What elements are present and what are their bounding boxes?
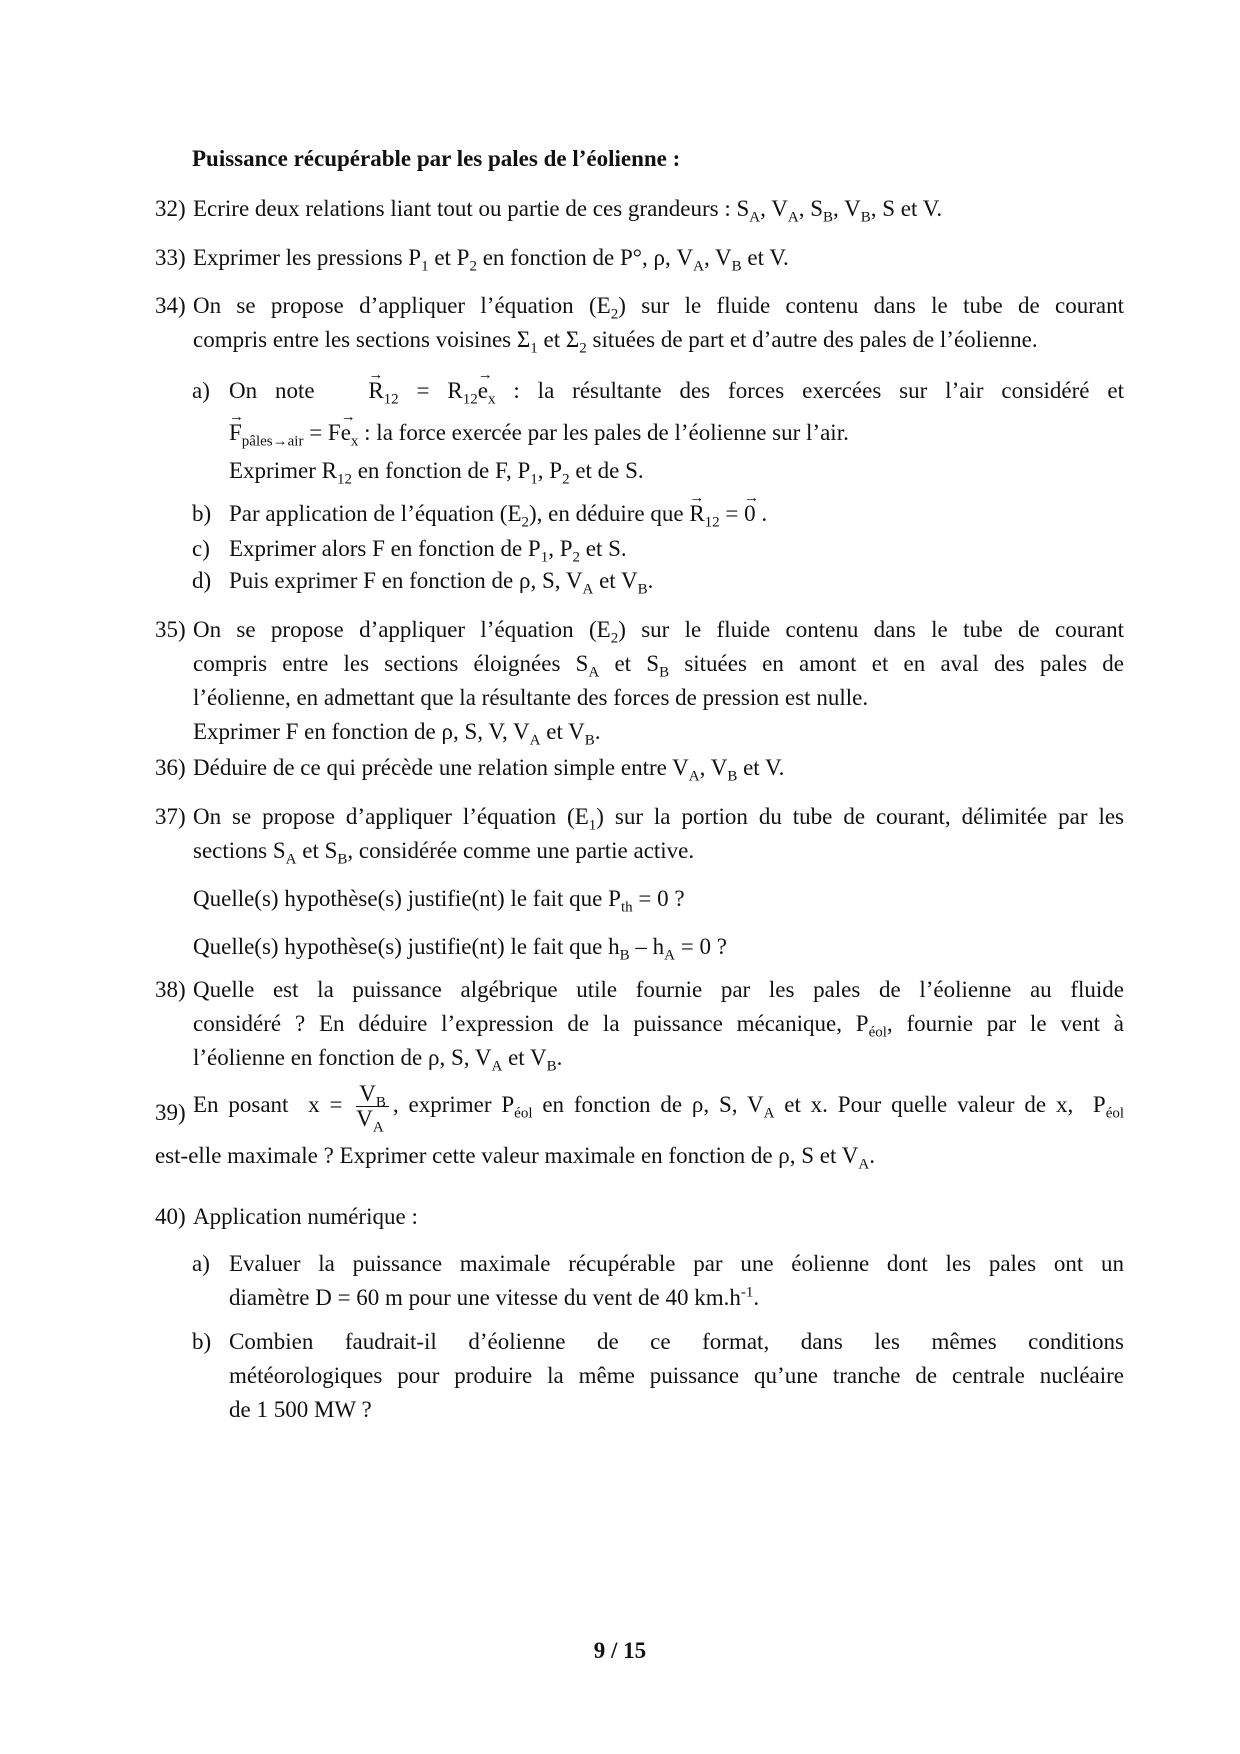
q35-line4b: et V	[546, 719, 585, 744]
question-number: 40)	[155, 1204, 186, 1229]
q40b-line1: Combien faudrait-il d’éolienne de ce format, dans les mêmes conditions	[229, 1329, 1124, 1354]
question-32: 32) Ecrire deux relations liant tout ou partie de ces grandeurs : $S_A$, $V_A$, $S_B$, $V_B$, S et V.	[155, 192, 1124, 226]
page-number: 9 / 15	[593, 1638, 647, 1663]
question-text-tail: et V.	[747, 245, 789, 270]
q37-line3a: Quelle(s) hypothèse(s) justifie(nt) le fait que P	[193, 886, 621, 911]
q37-line2b: et S	[302, 838, 338, 863]
q35-line1a: On se propose d’appliquer l’équation (E	[193, 617, 611, 642]
q39-line1c: en fonction de ρ, S, V	[542, 1091, 764, 1117]
question-text: Exprimer les pressions P	[193, 245, 422, 270]
q40a-line1: Evaluer la puissance maximale récupérable par une éolienne dont les pales ont un	[229, 1251, 1124, 1276]
q38-line3b: et V	[508, 1045, 547, 1070]
q37-line3b: = 0 ?	[638, 886, 685, 911]
q39-line1a: En posant	[193, 1091, 289, 1117]
question-33: 33) Exprimer les pressions $P_1$ et $P_2$ en fonction de P°, ρ, $V_A$, $V_B$ et V.	[155, 241, 1124, 275]
q35-line3: l’éolienne, en admettant que la résultante des forces de pression est nulle.	[193, 685, 869, 710]
q38-line2b: , fournie par le vent à	[886, 1011, 1124, 1036]
q39-line2a: est-elle maximale ? Exprimer cette valeur maximale en fonction de ρ, S et V	[155, 1143, 859, 1168]
q34c-text: Exprimer alors F en fonction de P	[229, 536, 541, 561]
question-number: 38)	[155, 977, 186, 1002]
q40a-line2a: diamètre D = 60 m pour une vitesse du vent de 40 km.h	[229, 1285, 741, 1310]
question-40	[155, 1200, 1124, 1234]
q35-line4a: Exprimer F en fonction de ρ, S, V, V	[193, 719, 530, 744]
q40-part-b	[192, 1325, 1124, 1427]
question-number: 39)	[155, 1100, 186, 1125]
q35-line2c: situées en amont et en aval des pales de	[684, 651, 1125, 676]
question-37: 37) On se propose d’appliquer l’équation $(E_1)$ sur la portion du tube de courant, délimitée par les sections $S_A$ et $S_B$, considérée comme une partie active. Quelle(s) hypothèse(s) justifie(nt) le fait que $P_{th} = 0$ ? Quelle(s) hypothèse(s) justifie(nt) le fait que $h_B - h_A = 0$ ?	[155, 800, 1124, 964]
question-text: Ecrire deux relations liant tout ou partie de ces grandeurs : S	[193, 196, 750, 221]
q37-line4a: Quelle(s) hypothèse(s) justifie(nt) le fait que h	[193, 934, 620, 959]
question-38: 38) Quelle est la puissance algébrique utile fournie par les pales de l’éolienne au fluide considéré ? En déduire l’expression de la puissance mécanique, $P_{éol}$, fournie par le vent à l’éolienne en fonction de ρ, S, $V_A$ et $V_B$.	[155, 973, 1124, 1075]
q34d-text2: et V	[599, 568, 638, 593]
q34a-text: On note	[229, 378, 315, 403]
q34-part-a: a) On note → $R_{12} = R_{12}\to e_x$ : la résultante des forces exercées sur l’air considéré et → $F_{pâles\to air} = F\to e_x$ : la force exercée par les pales de l’éolienne sur l’air. Exprimer $R_{12}$ en fonction de F, $P_1$, $P_2$ et de S.	[192, 374, 1124, 488]
q34b-text2: ), en déduire que	[529, 501, 684, 526]
q37-line1a: On se propose d’appliquer l’équation (E	[193, 804, 589, 829]
q38-line1: Quelle est la puissance algébrique utile fournie par les pales de l’éolienne au fluide	[193, 977, 1124, 1002]
question-number: 33)	[155, 245, 186, 270]
question-text: Déduire de ce qui précède une relation simple entre V	[193, 755, 689, 780]
q40b-line2: météorologiques pour produire la même puissance qu’une tranche de centrale nucléaire	[229, 1363, 1124, 1388]
question-39: 39) En posant x = $\frac{V_B}{V_A}$ , exprimer $P_{éol}$ en fonction de ρ, S, $V_A$ et x. Pour quelle valeur de x, $P_{éol}$ est-elle maximale ? Exprimer cette valeur maximale en fonction de ρ, S et $V_A$.	[155, 1081, 1125, 1173]
q34-line2b: situées de part et d’autre des pales de l’éolienne.	[592, 327, 1038, 352]
part-label: a)	[192, 378, 210, 403]
q34-part-b: b) Par application de l’équation $(E_2)$, en déduire que → $R_{12}$ = → 0 .	[192, 497, 1124, 531]
q39-line1d: et x. Pour quelle valeur de x,	[784, 1091, 1074, 1117]
q37-line2a: sections S	[193, 838, 286, 863]
q34-part-c: c) Exprimer alors F en fonction de $P_1$, $P_2$ et S.	[192, 532, 1124, 566]
q34a-line3a: Exprimer	[229, 458, 316, 483]
part-label: b)	[192, 501, 212, 526]
q34-line1: On se propose d’appliquer l’équation (E	[193, 293, 611, 318]
q35-line1b: ) sur le fluide contenu dans le tube de courant	[618, 617, 1125, 642]
q38-line2a: considéré ? En déduire l’expression de la puissance mécanique, P	[193, 1011, 869, 1036]
q34-line2: compris entre les sections voisines Σ	[193, 327, 531, 352]
q34c-text2: et S.	[585, 536, 627, 561]
part-label: d)	[192, 568, 212, 593]
q35-line2a: compris entre les sections éloignées S	[193, 651, 589, 676]
q34a-text2: : la résultante des forces exercées sur l’air considéré et	[513, 378, 1125, 403]
question-number: 37)	[155, 804, 186, 829]
q34-line1b: ) sur le fluide contenu dans le tube de courant	[618, 293, 1125, 318]
q37-line2c: , considérée comme une partie active.	[347, 838, 695, 863]
q34-part-d: d) Puis exprimer F en fonction de ρ, S, $V_A$ et $V_B$.	[192, 564, 1124, 598]
q37-line1b: ) sur la portion du tube de courant, délimitée par les	[596, 804, 1124, 829]
question-35: 35) On se propose d’appliquer l’équation $(E_2)$ sur le fluide contenu dans le tube de courant compris entre les sections éloignées $S_A$ et $S_B$ situées en amont et en aval des pales de l’éolienne, en admettant que la résultante des forces de pression est nulle. Exprimer F en fonction de ρ, S, V, $V_A$ et $V_B$.	[155, 613, 1124, 749]
question-number: 32)	[155, 196, 186, 221]
q37-line4c: = 0 ?	[680, 934, 727, 959]
q34d-text: Puis exprimer F en fonction de ρ, S, V	[229, 568, 583, 593]
q34b-text: Par application de l’équation (E	[229, 501, 522, 526]
q34a-line2: : la force exercée par les pales de l’éolienne sur l’air.	[364, 420, 849, 445]
question-text-tail: S et V.	[882, 196, 943, 221]
q39-line1b: , exprimer P	[392, 1091, 515, 1117]
question-number: 35)	[155, 617, 186, 642]
question-text-tail: et V.	[743, 755, 785, 780]
section-title: Puissance récupérable par les pales de l’éolienne :	[192, 146, 681, 171]
question-34: 34) On se propose d’appliquer l’équation $(E_2)$ sur le fluide contenu dans le tube de courant compris entre les sections voisines $\Sigma_1$ et $\Sigma_2$ situées de part et d’autre des pales de l’éolienne.	[155, 289, 1124, 357]
part-label: c)	[192, 536, 210, 561]
question-number: 34)	[155, 293, 186, 318]
q40b-line3: de 1 500 MW ?	[229, 1397, 372, 1422]
part-label: b)	[192, 1329, 212, 1354]
q35-line2b: et S	[614, 651, 660, 676]
q34a-line3b: en fonction de F, P	[357, 458, 531, 483]
q37-line4b: – h	[635, 934, 665, 959]
q40-title: Application numérique :	[193, 1204, 418, 1229]
fraction-vb-va: $\frac{V_B}{V_A}$	[356, 1082, 389, 1131]
q34a-line3c: et de S.	[575, 458, 644, 483]
part-label: a)	[192, 1251, 210, 1276]
question-number: 36)	[155, 755, 186, 780]
q40-part-a: a) Evaluer la puissance maximale récupérable par une éolienne dont les pales ont un diamètre D = 60 m pour une vitesse du vent de 40 $km.h^{-1}$.	[192, 1247, 1124, 1315]
q38-line3a: l’éolienne en fonction de ρ, S, V	[193, 1045, 492, 1070]
question-36: 36) Déduire de ce qui précède une relation simple entre $V_A$, $V_B$ et V.	[155, 751, 1124, 785]
